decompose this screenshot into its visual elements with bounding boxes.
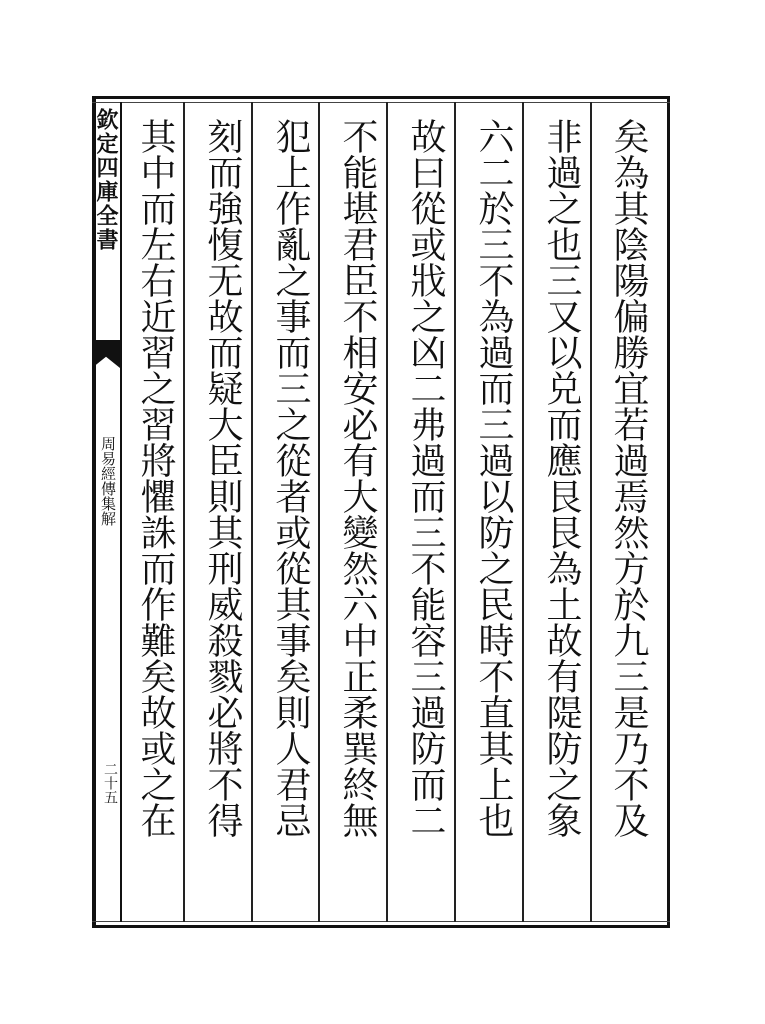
column-rule: [522, 102, 524, 922]
column-rule: [590, 102, 592, 922]
text-column-7: 刻而強愎无故而疑大臣則其刑威殺戮必將不得: [202, 118, 243, 838]
text-column-2: 非過之也三又以兑而應艮艮為土故有隄防之象: [541, 118, 582, 838]
column-rule: [318, 102, 320, 922]
text-column-3: 六二於三不為過而三過以防之民時不直其上也: [473, 118, 514, 838]
inner-top-rule: [92, 102, 670, 103]
text-column-5: 不能堪君臣不相安必有大變然六中正柔巽終無: [337, 118, 378, 838]
text-column-4: 故曰從或戕之凶二弗過而三不能容三過防而二: [405, 118, 446, 838]
text-column-8: 其中而左右近習之習將懼誅而作難矣故或之在: [135, 118, 176, 838]
column-rule: [183, 102, 185, 922]
inner-bottom-rule: [92, 921, 670, 922]
margin-title: 欽定四庫全書: [93, 108, 119, 252]
margin-page-number: 二十五: [102, 762, 118, 804]
margin-book-title: 周易經傳集解: [99, 436, 117, 526]
column-rule: [251, 102, 253, 922]
text-column-6: 犯上作亂之事而三之從者或從其事矣則人君忌: [270, 118, 311, 838]
column-rule: [454, 102, 456, 922]
text-column-1: 矣為其陰陽偏勝宜若過焉然方於九三是乃不及: [608, 118, 649, 838]
column-rule: [386, 102, 388, 922]
